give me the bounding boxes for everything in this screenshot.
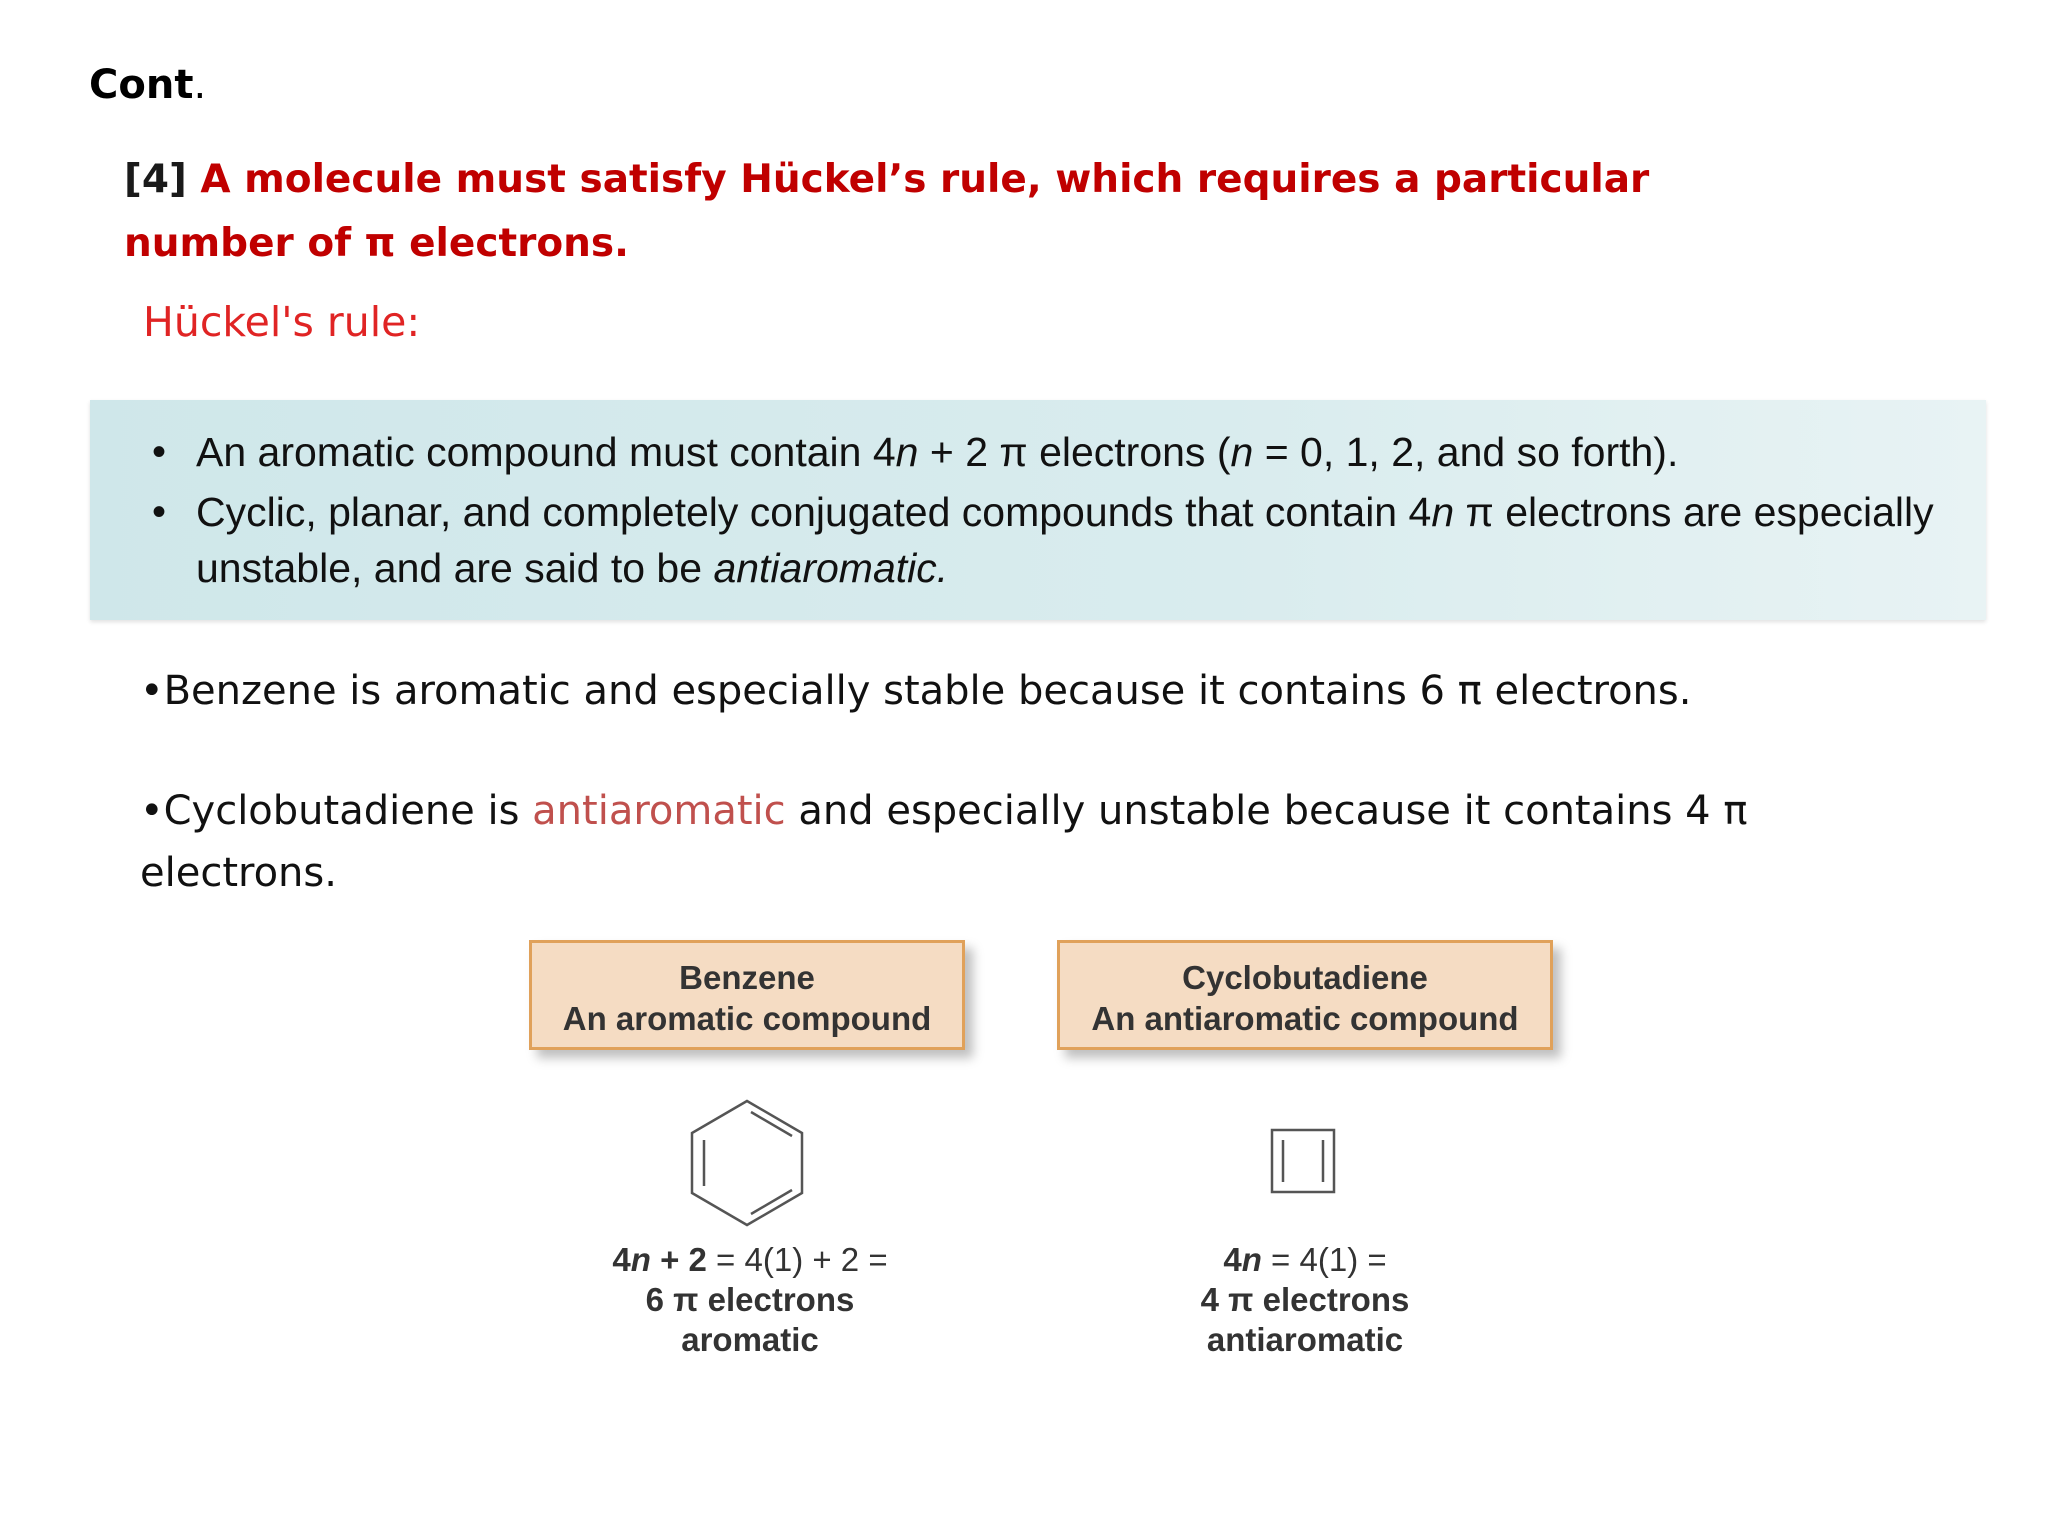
benzene-calculation [520,1240,980,1360]
benzene-calc-plus2: + 2 [650,1241,707,1278]
slide-title-period: . [193,62,207,108]
fact-benzene: •Benzene is aromatic and especially stable because it contains 6 π electrons. [140,668,1692,714]
point-text: A molecule must satisfy Hückel’s rule, which requires a particular number of π electrons. [124,157,1650,266]
cyclo-calc-value: = 4(1) = [1261,1241,1387,1278]
cyclobutadiene-caption-name: Cyclobutadiene [1182,959,1428,996]
bullet-icon: • [152,490,167,534]
rule-item-1-n-1: n [895,429,919,475]
rule-item-2-text-a: Cyclic, planar, and completely conjugated compounds that contain 4 [196,489,1432,535]
fact-cyclo-highlight: antiaromatic [532,788,786,834]
rule-heading: Hückel's rule: [143,298,421,346]
slide-title [89,62,206,108]
rule-item-1-n-2: n [1230,429,1254,475]
benzene-calc-n: n [630,1241,651,1278]
cyclo-calc-electrons: 4 π electrons [1200,1281,1410,1318]
rule-item-antiaromatic [152,484,1976,596]
cyclo-calc-formula [1070,1240,1540,1280]
point-statement [124,148,1764,276]
benzene-calc-formula [520,1240,980,1280]
benzene-calc-value: = 4(1) + 2 = [706,1241,888,1278]
cyclo-calc-result: antiaromatic [1206,1321,1404,1358]
fact-cyclo-text-b: and especially unstable because it contains 4 π electrons. [140,788,1748,896]
cyclobutadiene-caption [1057,940,1553,1050]
rule-item-1-text-b: + 2 π electrons ( [918,429,1231,475]
cyclo-calc-4: 4 [1223,1241,1242,1278]
benzene-calc-4: 4 [612,1241,631,1278]
rule-item-2-antiaromatic: antiaromatic. [713,545,949,591]
benzene-calc-electrons: 6 π electrons [645,1281,855,1318]
rule-item-aromatic [152,424,1976,480]
benzene-ring-icon [688,1098,806,1228]
rule-item-2-n: n [1431,489,1455,535]
cyclo-calc-n: n [1241,1241,1262,1278]
rule-item-1-text-a: An aromatic compound must contain 4 [196,429,896,475]
huckel-rule-box [90,400,1986,620]
cyclobutadiene-caption-type: An antiaromatic compound [1091,1000,1519,1037]
cyclobutadiene-ring-icon [1270,1128,1336,1194]
fact-cyclobutadiene [140,780,1840,904]
benzene-caption-type: An aromatic compound [562,1000,932,1037]
bullet-icon: • [152,430,167,474]
slide-title-text: Cont [89,62,194,108]
benzene-calc-result: aromatic [681,1321,819,1358]
rule-item-1-text-c: = 0, 1, 2, and so forth). [1253,429,1679,475]
benzene-caption-name: Benzene [679,959,815,996]
point-number: [4] [124,157,187,202]
cyclobutadiene-calculation [1070,1240,1540,1360]
rule-item-2-text-b: π electrons are especially unstable, and are said to be [196,489,1934,591]
benzene-caption [529,940,965,1050]
fact-cyclo-text-a: •Cyclobutadiene is [140,788,533,834]
